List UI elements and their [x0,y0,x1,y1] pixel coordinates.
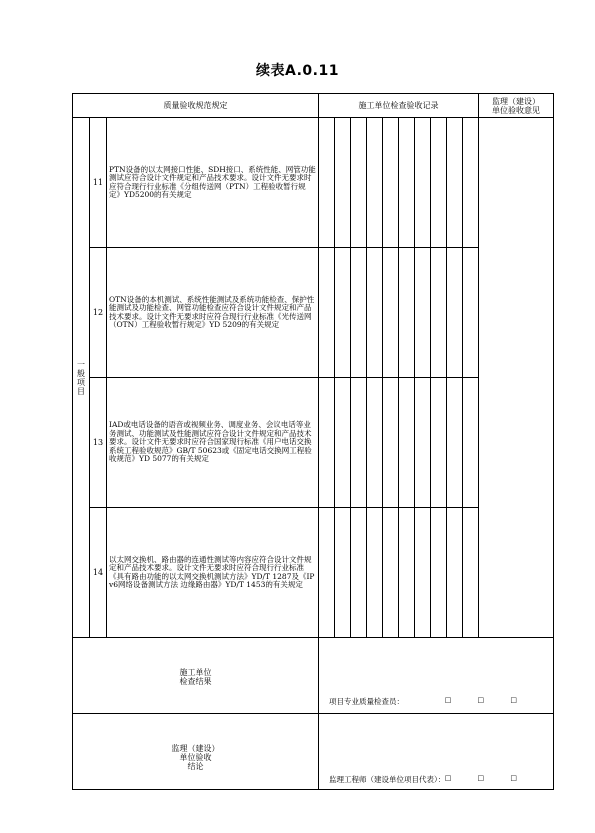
opinion-cell[interactable] [479,118,554,638]
supervision-date-boxes[interactable]: □ □ □ [444,774,529,782]
record-cell[interactable] [415,118,431,248]
record-cell[interactable] [431,378,447,508]
item-requirement: PTN设备的以太网接口性能、SDH接口、系统性能、网管功能测试应符合设计文件规定和产品技术要求。设计文件无要求时应符合现行行业标准《分组传送网（PTN）工程验收暂行规定》YD5200的有关规定 [107,118,319,248]
record-cell[interactable] [431,118,447,248]
record-cell[interactable] [383,118,399,248]
record-cell[interactable] [447,118,463,248]
header-row [73,94,554,118]
record-cell[interactable] [463,118,479,248]
record-cell[interactable] [319,378,335,508]
record-cell[interactable] [463,248,479,378]
construction-result-label: 施工单位 检查结果 [73,638,319,714]
record-cell[interactable] [335,248,351,378]
record-cell[interactable] [399,378,415,508]
record-cell[interactable] [415,248,431,378]
supervision-engineer-signature: 监理工程师（建设单位项目代表）： [329,775,446,784]
spec-header: 质量验收规范规定 [73,94,319,118]
supervision-result-row [73,714,554,790]
record-cell[interactable] [415,508,431,638]
record-cell[interactable] [431,248,447,378]
acceptance-form-table [72,93,554,790]
record-cell[interactable] [367,378,383,508]
record-cell[interactable] [399,118,415,248]
record-cell[interactable] [367,118,383,248]
item-requirement: IAD或电话设备的语音或视频业务、调度业务、会议电话等业务测试、功能测试及性能测试应符合设计文件规定和产品技术要求。设计文件无要求时应符合国家现行标准《用户电话交换系统工程验收规范》GB/T 50623或《固定电话交换网工程验收规范》YD 5077的有关规定 [107,378,319,508]
record-cell[interactable] [351,118,367,248]
record-cell[interactable] [383,248,399,378]
record-cell[interactable] [447,248,463,378]
record-header: 施工单位检查验收记录 [319,94,479,118]
page-title: 续表A.0.11 [256,63,339,79]
record-cell[interactable] [383,378,399,508]
item-number: 13 [90,378,107,508]
record-cell[interactable] [447,378,463,508]
record-cell[interactable] [319,248,335,378]
item-requirement: OTN设备的本机测试、系统性能测试及系统功能检查、保护性能测试及功能检查、网管功能检查应符合设计文件规定和产品技术要求。设计文件无要求时应符合现行行业标准《光传送网（OTN）工程验收暂行规定》YD 5209的有关规定 [107,248,319,378]
construction-date-boxes[interactable]: □ □ □ [444,696,529,704]
record-cell[interactable] [463,508,479,638]
construction-result-field[interactable] [319,638,554,714]
table-row [73,118,554,248]
opinion-header: 监理（建设） 单位验收意见 [479,94,554,118]
record-cell[interactable] [351,508,367,638]
category-cell: 一 般 项 目 [73,118,90,638]
record-cell[interactable] [335,378,351,508]
construction-result-row [73,638,554,714]
record-cell[interactable] [335,508,351,638]
record-cell[interactable] [319,118,335,248]
quality-inspector-signature: 项目专业质量检查员： [329,697,404,706]
record-cell[interactable] [399,248,415,378]
record-cell[interactable] [463,378,479,508]
record-cell[interactable] [431,508,447,638]
item-number: 14 [90,508,107,638]
record-cell[interactable] [447,508,463,638]
item-number: 11 [90,118,107,248]
record-cell[interactable] [399,508,415,638]
supervision-result-field[interactable] [319,714,554,790]
record-cell[interactable] [383,508,399,638]
record-cell[interactable] [367,508,383,638]
record-cell[interactable] [351,248,367,378]
record-cell[interactable] [415,378,431,508]
record-cell[interactable] [351,378,367,508]
record-cell[interactable] [367,248,383,378]
item-number: 12 [90,248,107,378]
item-requirement: 以太网交换机、路由器的连通性测试等内容应符合设计文件规定和产品技术要求。设计文件无要求时应符合现行行业标准《具有路由功能的以太网交换机测试方法》YD/T 1287及《IPv6网络设备测试方法 边缘路由器》YD/T 1453的有关规定 [107,508,319,638]
record-cell[interactable] [335,118,351,248]
supervision-result-label: 监理（建设） 单位验收 结论 [73,714,319,790]
record-cell[interactable] [319,508,335,638]
